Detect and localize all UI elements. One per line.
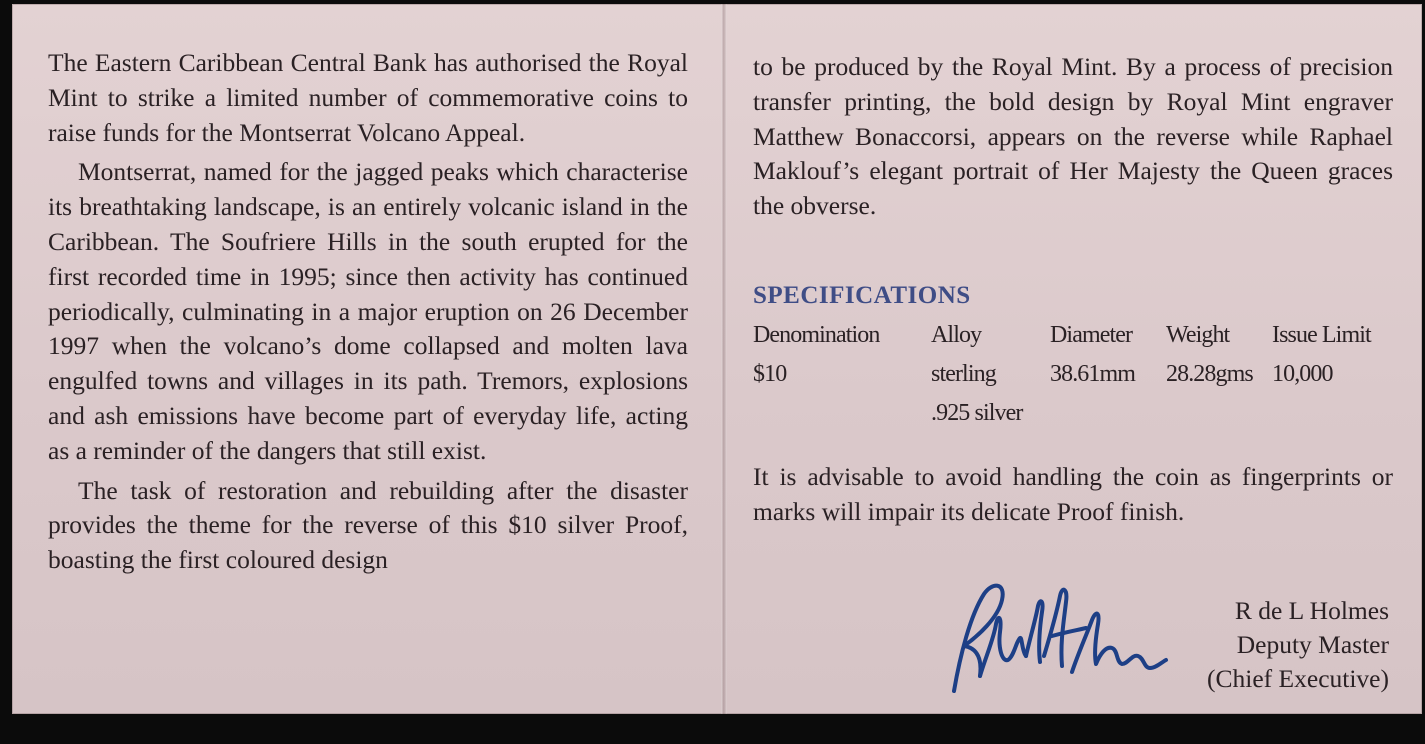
spec-value-weight: 28.28gms [1166, 361, 1253, 387]
intro-paragraph: The Eastern Caribbean Central Bank has authorised the Royal Mint to strike a limited number of commemorative coins to raise funds for the Montserrat Volcano Appeal. [48, 48, 688, 147]
center-fold [721, 4, 727, 714]
certificate-card [12, 4, 1422, 714]
restoration-paragraph: The task of restoration and rebuilding after the disaster provides the theme for the reverse of this $10 silver Proof, boasting the first coloured design [48, 475, 688, 575]
spec-header-alloy: Alloy [931, 322, 982, 348]
spec-header-denomination: Denomination [753, 322, 880, 348]
advisory-text: It is advisable to avoid handling the coin as fingerprints or marks will impair its delicate Proof finish. [753, 462, 1393, 526]
specifications-heading: SPECIFICATIONS [753, 282, 971, 309]
left-column [48, 46, 688, 583]
montserrat-paragraph: Montserrat, named for the jagged peaks which characterise its breathtaking landscape, is an entirely volcanic island in the Caribbean. The Soufriere Hills in the south erupted for the first recorded time in 1995; since then activity has continued periodically, culminating in a major eruption on 26 December 1997 when the volcano’s dome collapsed and molten lava engulfed towns and villages in its path. Tremors, explosions and ash emissions have become part of everyday life, acting as a reminder of the dangers that still exist. [48, 157, 688, 465]
handling-advisory [753, 460, 1393, 530]
spec-value-alloy-fineness: .925 silver [931, 400, 1023, 426]
design-paragraph: to be produced by the Royal Mint. By a process of precision transfer printing, the bold design by Royal Mint engraver Matthew Bonaccorsi, appears on the reverse while Raphael Maklouf’s elegant portrait of Her Majesty the Queen graces the obverse. [753, 52, 1393, 221]
signature-image [932, 576, 1172, 701]
signatory-subtitle: (Chief Executive) [1207, 664, 1389, 693]
signatory-name: R de L Holmes [1234, 596, 1389, 625]
spec-header-weight: Weight [1166, 322, 1230, 348]
signatory-block [1207, 594, 1389, 696]
signatory-title: Deputy Master [1236, 630, 1389, 659]
spec-value-diameter: 38.61mm [1050, 361, 1136, 387]
spec-value-issue-limit: 10,000 [1272, 361, 1333, 387]
spec-header-diameter: Diameter [1050, 322, 1133, 348]
right-column [753, 50, 1393, 224]
spec-value-alloy: sterling [931, 361, 996, 387]
spec-value-denomination: $10 [753, 361, 787, 387]
spec-header-issue-limit: Issue Limit [1272, 322, 1371, 348]
